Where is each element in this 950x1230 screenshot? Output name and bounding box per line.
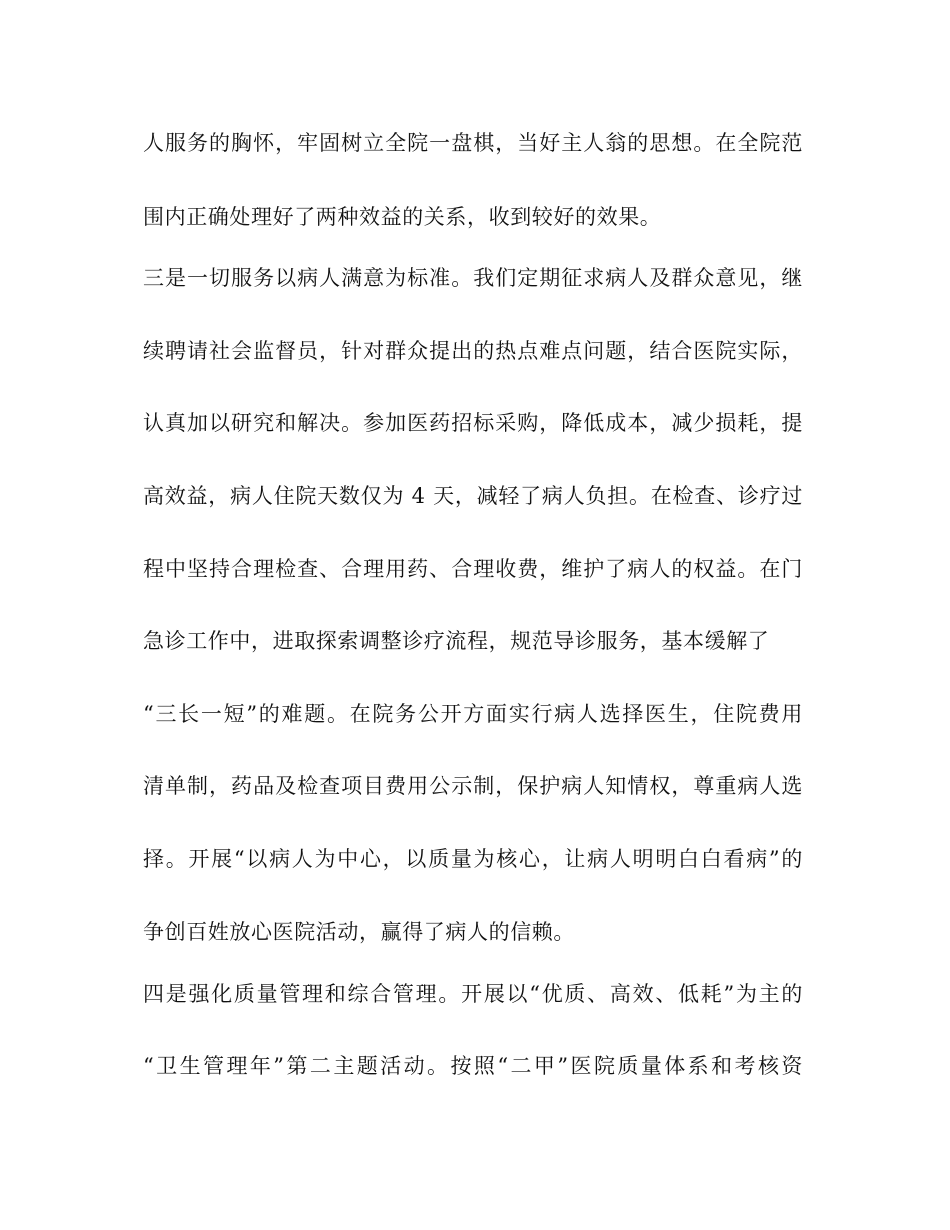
text-line-6: 高效益，病人住院天数仅为 4 天，减轻了病人负担。在检查、诊疗过 <box>143 484 803 508</box>
text-line-5: 认真加以研究和解决。参加医药招标采购，降低成本，减少损耗，提 <box>143 411 803 435</box>
text-line-13: 四是强化质量管理和综合管理。开展以“优质、高效、低耗”为主的 <box>143 982 803 1006</box>
text-line-9: “三长一短”的难题。在院务公开方面实行病人选择医生，住院费用 <box>143 702 803 726</box>
text-line-2: 围内正确处理好了两种效益的关系，收到较好的效果。 <box>143 205 662 229</box>
text-line-10: 清单制，药品及检查项目费用公示制，保护病人知情权，尊重病人选 <box>143 774 803 798</box>
text-line-8: 急诊工作中，进取探索调整诊疗流程，规范导诊服务，基本缓解了 <box>143 629 770 653</box>
text-line-4: 续聘请社会监督员，针对群众提出的热点难点问题，结合医院实际， <box>143 339 803 363</box>
text-line-1: 人服务的胸怀，牢固树立全院一盘棋，当好主人翁的思想。在全院范 <box>143 131 803 155</box>
text-line-12: 争创百姓放心医院活动，赢得了病人的信赖。 <box>143 920 575 944</box>
text-line-11: 择。开展“以病人为中心，以质量为核心，让病人明明白白看病”的 <box>143 847 803 871</box>
text-line-3: 三是一切服务以病人满意为标准。我们定期征求病人及群众意见，继 <box>143 266 803 290</box>
text-line-7: 程中坚持合理检查、合理用药、合理收费，维护了病人的权益。在门 <box>143 557 803 581</box>
text-line-14: “卫生管理年”第二主题活动。按照“二甲”医院质量体系和考核资 <box>143 1054 803 1078</box>
